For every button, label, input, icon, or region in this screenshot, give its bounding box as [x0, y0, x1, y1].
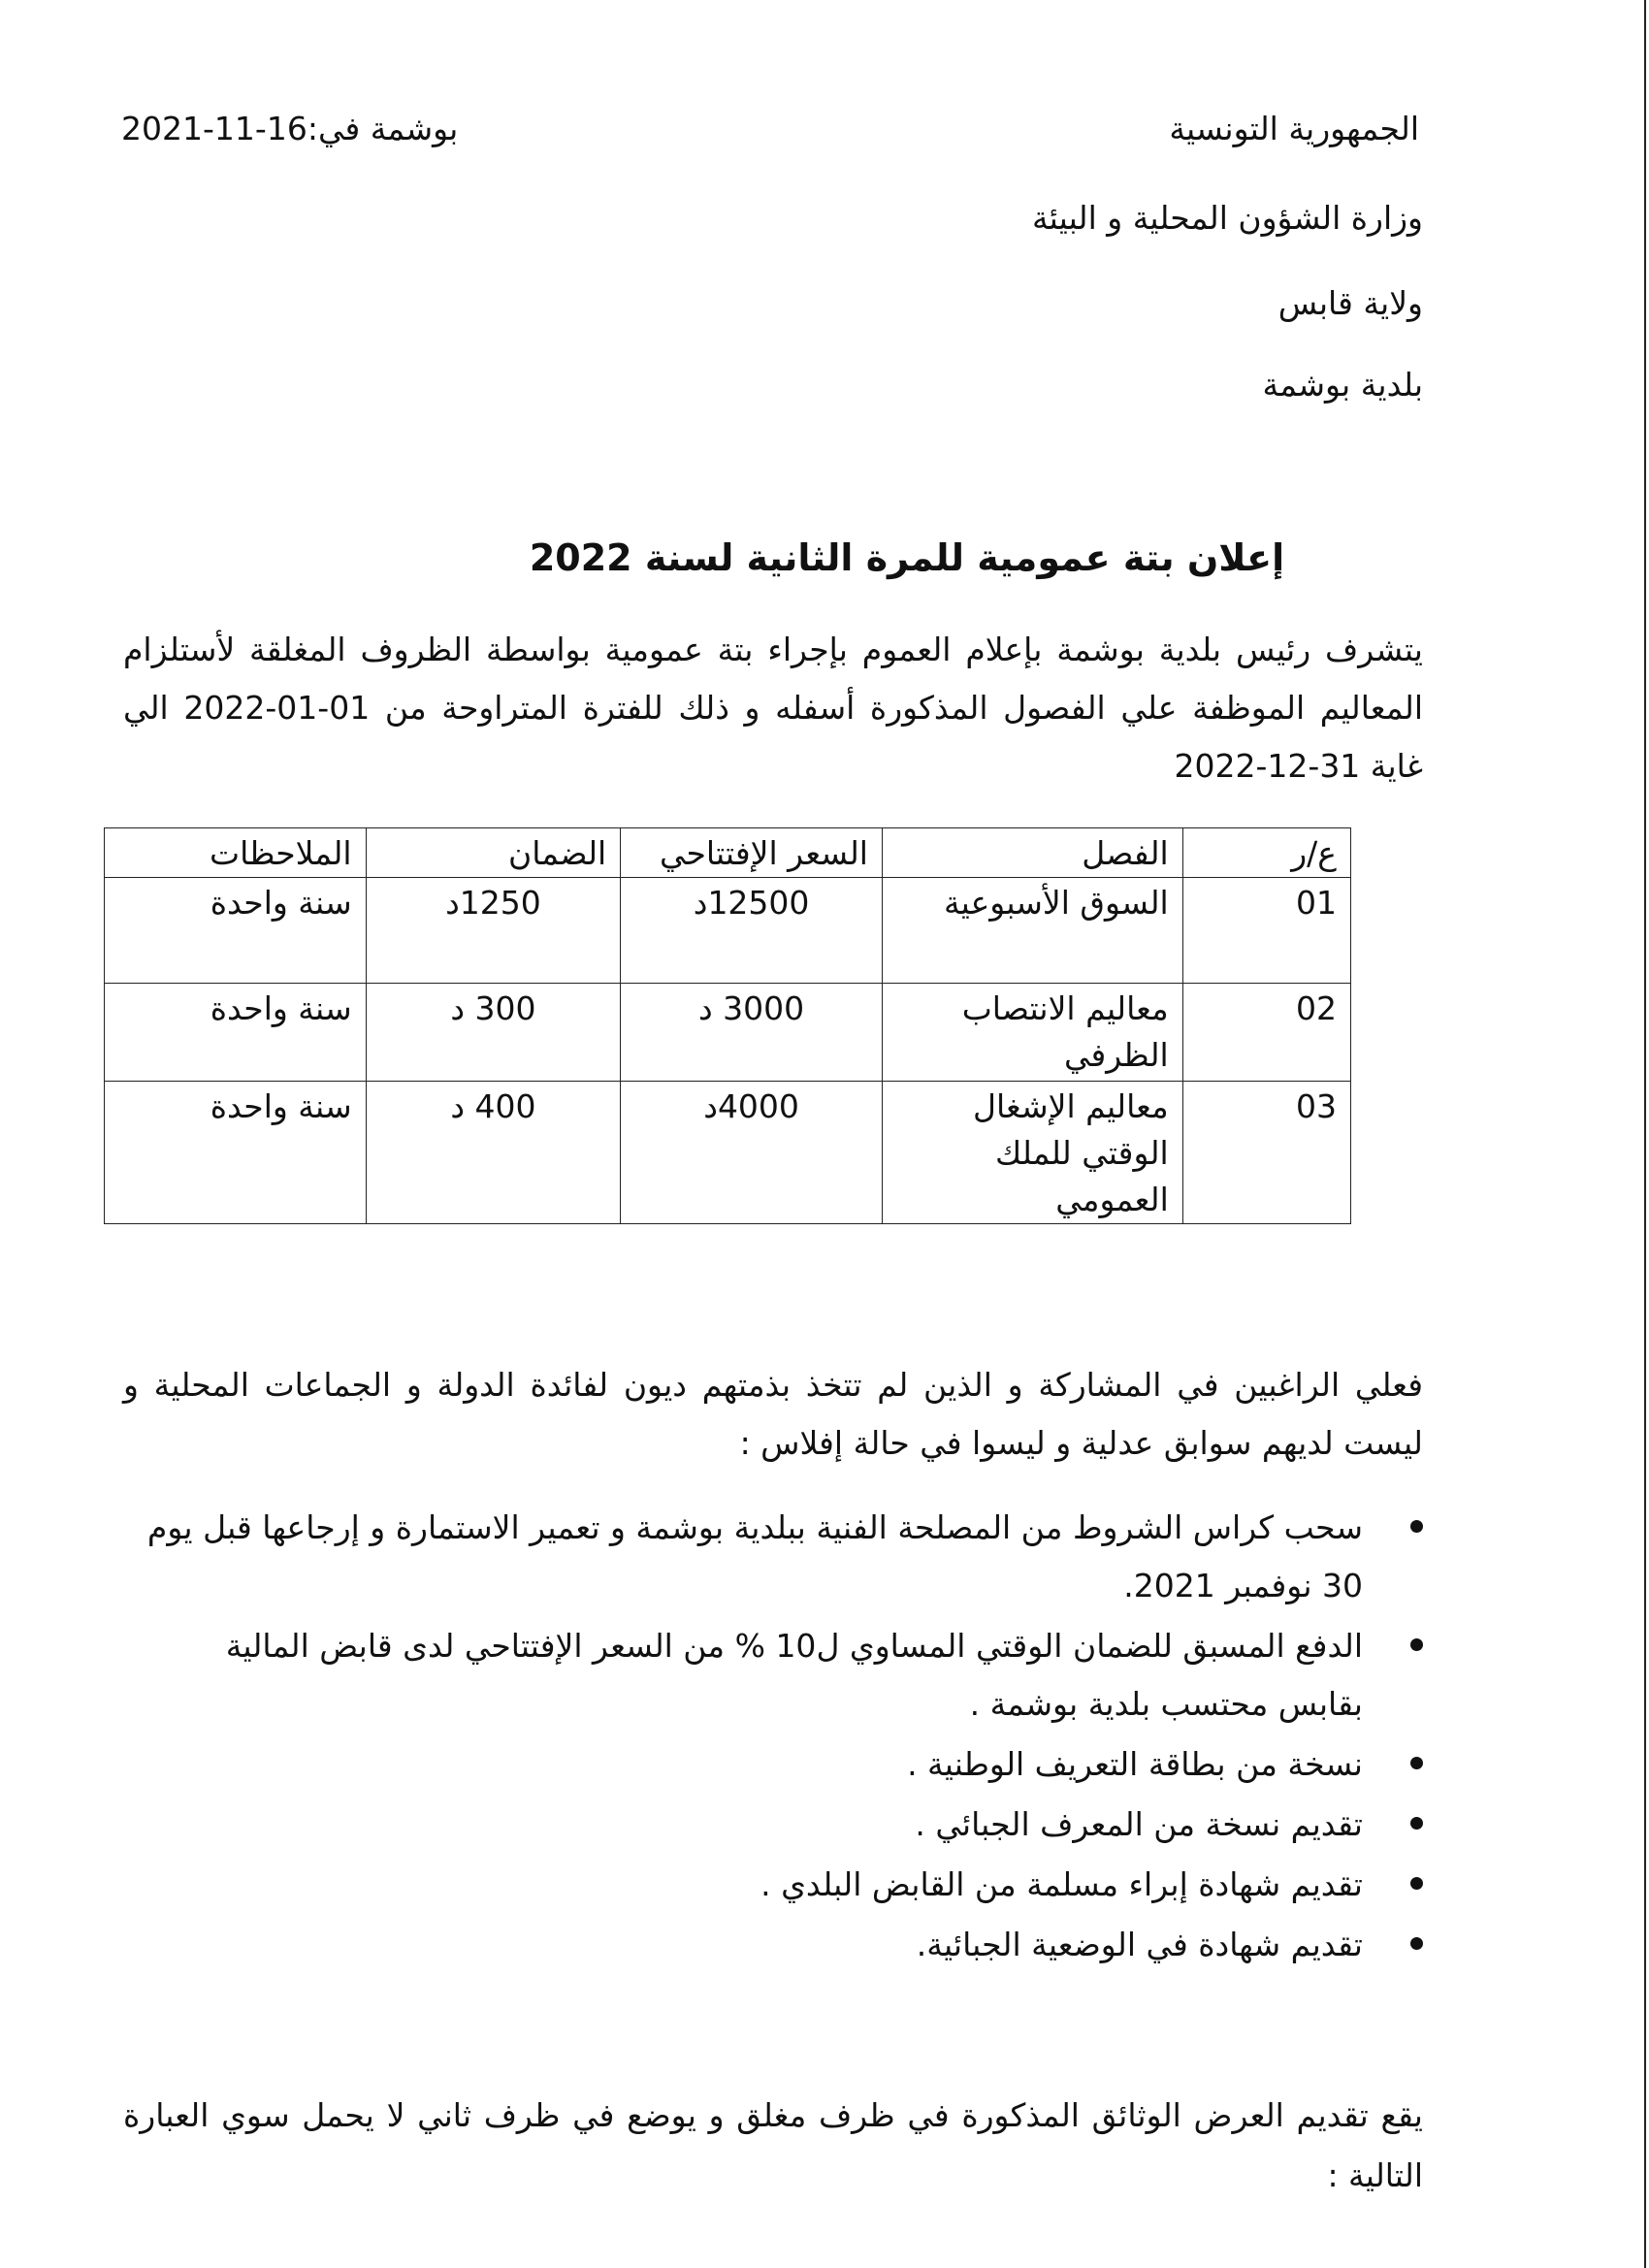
ministry-name: وزارة الشؤون المحلية و البيئة	[1031, 199, 1423, 237]
page-edge	[1644, 0, 1646, 2268]
header-guarantee: الضمان	[366, 828, 621, 878]
requirement-text: تقديم نسخة من المعرف الجبائي .	[915, 1805, 1363, 1843]
auction-table	[104, 827, 1351, 1224]
requirement-text: تقديم شهادة إبراء مسلمة من القابض البلدي .	[760, 1865, 1363, 1903]
place-date: بوشمة في:16-11-2021	[121, 110, 459, 147]
list-item	[143, 1617, 1423, 1733]
conditions-paragraph: فعلي الراغبين في المشاركة و الذين لم تتخذ بذمتهم ديون لفائدة الدولة و الجماعات المحلية و ليست لديهم سوابق عدلية و ليسوا في حالة إفلاس :	[123, 1366, 1423, 1462]
requirement-text: تقديم شهادة في الوضعية الجبائية.	[916, 1926, 1363, 1963]
list-item	[143, 1856, 1423, 1914]
cell-notes: سنة واحدة	[105, 984, 367, 1082]
cell-num: 02	[1182, 984, 1350, 1082]
bullet-icon	[1410, 1757, 1423, 1769]
bullet-icon	[1410, 1937, 1423, 1950]
closing-paragraph: يقع تقديم العرض الوثائق المذكورة في ظرف مغلق و يوضع في ظرف ثاني لا يحمل سوي العبارة التالية :	[123, 2096, 1423, 2194]
cell-opening-price: 4000د	[621, 1082, 883, 1224]
municipality-name: بلدية بوشمة	[1262, 366, 1423, 404]
cell-notes: سنة واحدة	[105, 1082, 367, 1224]
requirement-text: سحب كراس الشروط من المصلحة الفنية ببلدية بوشمة و تعمير الاستمارة و إرجاعها قبل يوم 30 نوفمبر 2021.	[146, 1508, 1363, 1604]
cell-chapter: معاليم الانتصاب الظرفي	[882, 984, 1182, 1082]
header-chapter: الفصل	[882, 828, 1182, 878]
list-item	[143, 1796, 1423, 1854]
cell-opening-price: 12500د	[621, 878, 883, 984]
bullet-icon	[1410, 1520, 1423, 1533]
header-opening-price: السعر الإفتتاحي	[621, 828, 883, 878]
requirement-text: نسخة من بطاقة التعريف الوطنية .	[907, 1745, 1363, 1783]
table-row	[105, 878, 1351, 984]
bullet-icon	[1410, 1817, 1423, 1830]
cell-guarantee: 300 د	[366, 984, 621, 1082]
cell-num: 01	[1182, 878, 1350, 984]
bullet-icon	[1410, 1877, 1423, 1890]
table-row	[105, 984, 1351, 1082]
intro-paragraph: يتشرف رئيس بلدية بوشمة بإعلام العموم بإجراء بتة عمومية بواسطة الظروف المغلقة لأستلزام المعاليم الموظفة علي الفصول المذكورة أسفله و ذلك للفترة المتراوحة من 01-01-2022 الي غاية 31-12-2022	[123, 631, 1424, 785]
cell-guarantee: 400 د	[366, 1082, 621, 1224]
cell-chapter: السوق الأسبوعية	[882, 878, 1182, 984]
list-item	[143, 1499, 1423, 1615]
list-item	[143, 1916, 1423, 1974]
requirements-list	[143, 1499, 1423, 1976]
governorate-name: ولاية قابس	[1277, 284, 1423, 322]
table-header-row	[105, 828, 1351, 878]
document-title: إعلان بتة عمومية للمرة الثانية لسنة 2022	[529, 536, 1285, 579]
cell-opening-price: 3000 د	[621, 984, 883, 1082]
header-notes: الملاحظات	[105, 828, 367, 878]
requirement-text: الدفع المسبق للضمان الوقتي المساوي ل10 % من السعر الإفتتاحي لدى قابض المالية بقابس محتسب بلدية بوشمة .	[225, 1627, 1363, 1723]
cell-guarantee: 1250د	[366, 878, 621, 984]
bullet-icon	[1410, 1638, 1423, 1651]
country-name: الجمهورية التونسية	[1169, 110, 1419, 147]
cell-notes: سنة واحدة	[105, 878, 367, 984]
cell-num: 03	[1182, 1082, 1350, 1224]
cell-chapter: معاليم الإشغال الوقتي للملك العمومي	[882, 1082, 1182, 1224]
header-num: ع/ر	[1182, 828, 1350, 878]
list-item	[143, 1735, 1423, 1794]
table-row	[105, 1082, 1351, 1224]
